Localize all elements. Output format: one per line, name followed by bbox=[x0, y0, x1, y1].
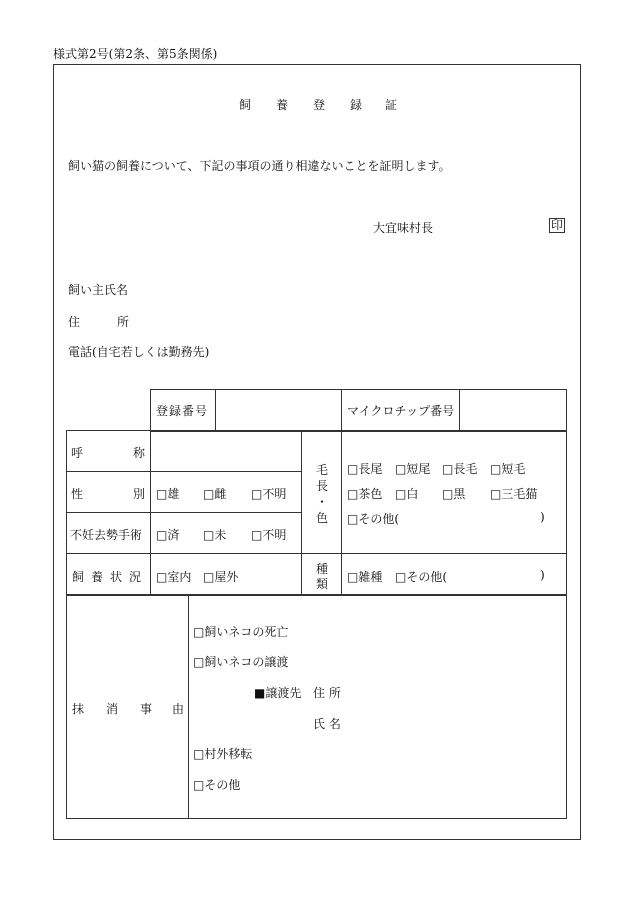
issuer: 大宜味村長 bbox=[373, 221, 434, 235]
coat-other-close-paren: ) bbox=[540, 510, 545, 524]
divider bbox=[215, 389, 216, 430]
owner-name-label: 飼い主氏名 bbox=[68, 283, 129, 297]
seal-mark bbox=[549, 218, 565, 233]
coat-long-hair-checkbox[interactable]: □長毛 bbox=[442, 462, 478, 476]
breed-other-checkbox[interactable]: □その他( bbox=[395, 570, 448, 584]
title-char: 録 bbox=[350, 98, 363, 112]
cancel-other-checkbox[interactable]: □その他 bbox=[193, 778, 241, 792]
breed-other-close-paren: ) bbox=[540, 568, 545, 582]
title-char: 証 bbox=[385, 98, 398, 112]
call-name-label-char: 呼 bbox=[71, 446, 84, 460]
divider bbox=[66, 512, 302, 513]
cancel-label-char: 消 bbox=[106, 702, 119, 716]
form-number: 様式第2号(第2条、第5条関係) bbox=[53, 47, 218, 61]
color-brown-checkbox[interactable]: □茶色 bbox=[347, 487, 383, 501]
breed-mixed-checkbox[interactable]: □雑種 bbox=[347, 570, 383, 584]
transferee-name-label: 氏 名 bbox=[313, 717, 341, 731]
divider bbox=[341, 389, 342, 430]
coat-label-char: 色 bbox=[316, 511, 329, 525]
cancel-label-char: 事 bbox=[140, 702, 153, 716]
statement: 飼い猫の飼養について、下記の事項の通り相違ないことを証明します。 bbox=[68, 159, 451, 173]
coat-label-char: 長 bbox=[316, 479, 329, 493]
neuter-unknown-checkbox[interactable]: □不明 bbox=[251, 528, 287, 542]
breed-label-char: 種 bbox=[316, 562, 329, 576]
cancel-transfer-checkbox[interactable]: □飼いネコの譲渡 bbox=[193, 655, 289, 669]
owner-phone-label: 電話(自宅若しくは勤務先) bbox=[68, 345, 210, 359]
divider bbox=[459, 389, 460, 430]
transferee-address-label: 住 所 bbox=[313, 686, 341, 700]
keeping-label-char: 況 bbox=[129, 570, 142, 584]
coat-other-checkbox[interactable]: □その他( bbox=[347, 512, 400, 526]
divider bbox=[188, 594, 189, 818]
transferee-label: ■譲渡先 bbox=[254, 686, 302, 700]
coat-short-hair-checkbox[interactable]: □短毛 bbox=[490, 462, 526, 476]
neuter-label: 不妊去勢手術 bbox=[70, 528, 143, 542]
sex-label-char: 性 bbox=[71, 487, 84, 501]
divider bbox=[66, 553, 566, 554]
breed-label-char: 類 bbox=[316, 577, 329, 591]
keeping-outdoor-checkbox[interactable]: □屋外 bbox=[203, 570, 239, 584]
owner-address-label-char: 住 bbox=[68, 315, 81, 329]
coat-label-char: ・ bbox=[316, 495, 329, 509]
owner-address-label-char: 所 bbox=[117, 315, 130, 329]
sex-unknown-checkbox[interactable]: □不明 bbox=[251, 487, 287, 501]
title-char: 飼 bbox=[239, 98, 252, 112]
title-char: 養 bbox=[276, 98, 289, 112]
cancel-death-checkbox[interactable]: □飼いネコの死亡 bbox=[193, 625, 289, 639]
keeping-label-char: 養 bbox=[91, 570, 104, 584]
keeping-label-char: 飼 bbox=[72, 570, 85, 584]
color-calico-checkbox[interactable]: □三毛猫 bbox=[490, 487, 538, 501]
registration-number-label: 登録番号 bbox=[156, 404, 209, 418]
cancel-moved-checkbox[interactable]: □村外移転 bbox=[193, 747, 253, 761]
title-char: 登 bbox=[313, 98, 326, 112]
sex-male-checkbox[interactable]: □雄 bbox=[156, 487, 180, 501]
divider bbox=[341, 430, 342, 594]
sex-label-char: 別 bbox=[133, 487, 146, 501]
coat-short-tail-checkbox[interactable]: □短尾 bbox=[395, 462, 431, 476]
seal-text: 印 bbox=[551, 218, 564, 232]
coat-label-char: 毛 bbox=[316, 463, 329, 477]
keeping-indoor-checkbox[interactable]: □室内 bbox=[156, 570, 192, 584]
divider bbox=[66, 471, 302, 472]
cancel-label-char: 抹 bbox=[72, 702, 85, 716]
microchip-number-label: マイクロチップ番号 bbox=[347, 404, 455, 418]
keeping-label-char: 状 bbox=[110, 570, 123, 584]
sex-female-checkbox[interactable]: □雌 bbox=[203, 487, 227, 501]
color-black-checkbox[interactable]: □黒 bbox=[442, 487, 466, 501]
neuter-not-done-checkbox[interactable]: □未 bbox=[203, 528, 227, 542]
color-white-checkbox[interactable]: □白 bbox=[395, 487, 419, 501]
neuter-done-checkbox[interactable]: □済 bbox=[156, 528, 180, 542]
call-name-label-char: 称 bbox=[133, 446, 146, 460]
coat-long-tail-checkbox[interactable]: □長尾 bbox=[347, 462, 383, 476]
cancel-label-char: 由 bbox=[172, 702, 185, 716]
